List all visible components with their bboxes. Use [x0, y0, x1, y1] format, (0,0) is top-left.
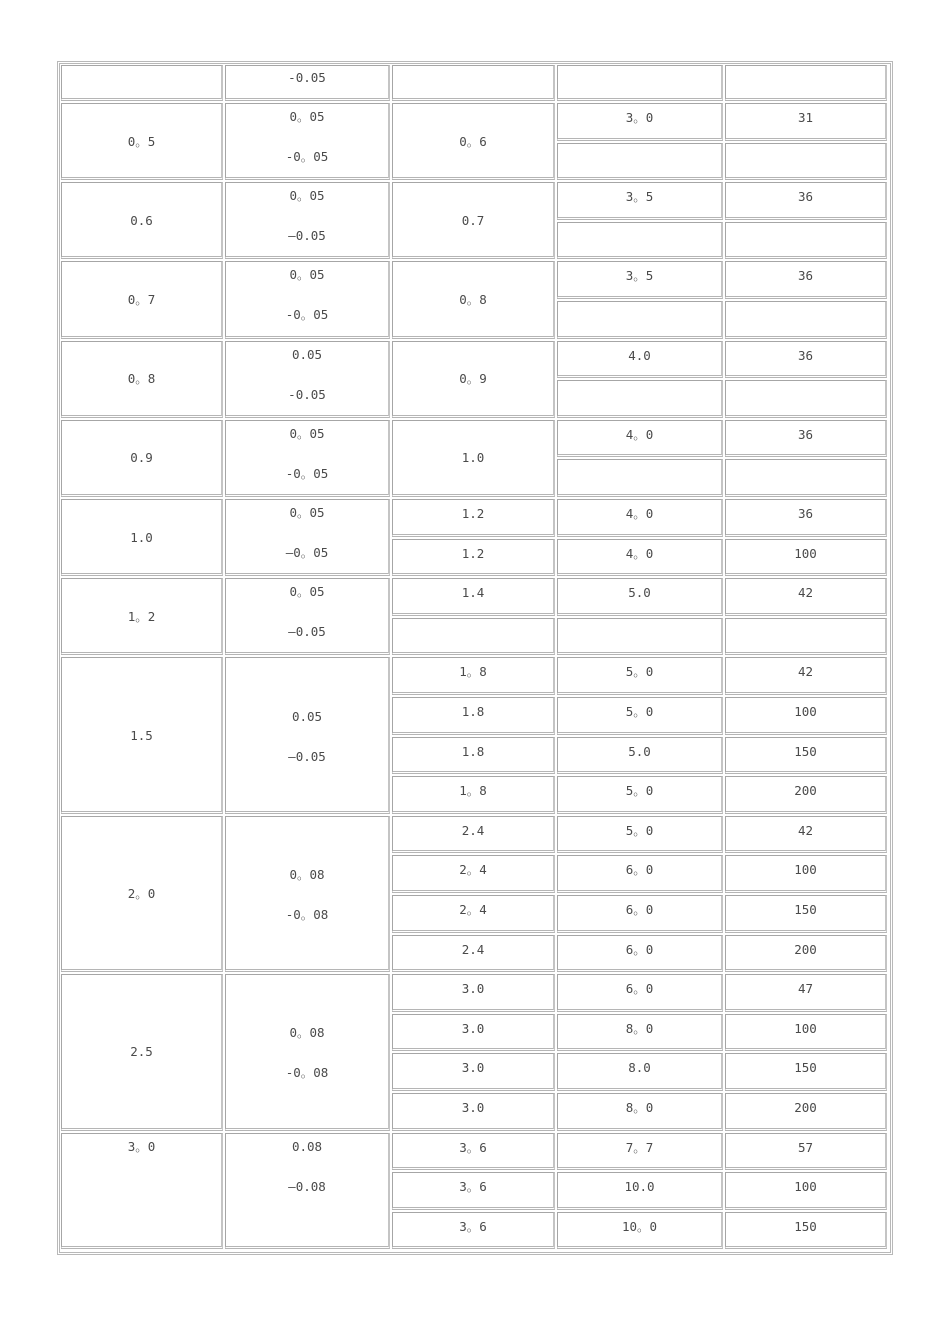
pitch-value: 1。8 [459, 664, 487, 680]
pitch-cell [392, 618, 555, 656]
size-value: 0。5 [127, 133, 156, 149]
length-value: 150 [794, 743, 817, 759]
pitch-value: 3.0 [461, 1100, 485, 1115]
width-value: 5。0 [625, 704, 654, 719]
pitch-cell [392, 103, 555, 180]
pitch-value: 3。6 [459, 1218, 487, 1234]
length-value: 31 [797, 110, 814, 125]
pitch-cell [392, 697, 555, 735]
pitch-value: 3.0 [461, 1060, 485, 1076]
length-value: 200 [794, 783, 817, 799]
length-value: 150 [794, 902, 817, 917]
tolerance-cell [225, 103, 390, 180]
size-cell [61, 1133, 223, 1250]
width-cell [557, 618, 723, 656]
tolerance-cell [225, 261, 390, 338]
width-value: 3。5 [625, 189, 654, 205]
pitch-value: 3.0 [461, 1020, 485, 1036]
width-cell [557, 1172, 723, 1210]
width-cell [557, 380, 723, 418]
length-cell [725, 341, 887, 379]
tolerance-minus: -0.05 [288, 386, 326, 402]
width-value: 4.0 [628, 347, 651, 363]
width-cell [557, 935, 723, 973]
pitch-value: 0。6 [459, 133, 487, 149]
length-value: 42 [797, 822, 814, 838]
tolerance-plus: 0.05 [291, 708, 323, 724]
size-cell [61, 182, 223, 259]
width-value: 8。0 [625, 1020, 654, 1036]
size-cell [61, 578, 223, 655]
pitch-value: 0.7 [461, 212, 485, 228]
pitch-cell [392, 1014, 555, 1052]
pitch-value: 1.8 [461, 743, 485, 759]
tolerance-plus: 0.05 [291, 346, 323, 362]
size-value: 1。2 [127, 608, 156, 624]
size-value: 0.6 [130, 212, 153, 228]
tolerance-plus: 0。05 [289, 505, 325, 520]
length-cell [725, 895, 887, 933]
pitch-value: 0。8 [459, 291, 487, 307]
tolerance-minus: -0。08 [285, 906, 329, 922]
width-value: 3。0 [625, 110, 654, 125]
tolerance-cell [225, 657, 390, 813]
pitch-cell [392, 895, 555, 933]
width-cell [557, 301, 723, 339]
length-cell [725, 459, 887, 497]
length-cell [725, 776, 887, 814]
width-cell [557, 1133, 723, 1171]
pitch-cell [392, 261, 555, 338]
length-value: 100 [794, 862, 817, 878]
length-cell [725, 499, 887, 537]
width-value: 5。0 [625, 822, 654, 838]
tolerance-cell [225, 65, 390, 101]
pitch-value: 1.2 [461, 545, 485, 561]
width-cell [557, 341, 723, 379]
length-value: 36 [797, 426, 814, 442]
tolerance-plus: 0。05 [289, 109, 325, 124]
length-value: 100 [794, 704, 817, 719]
tolerance-plus: 0。05 [289, 425, 325, 441]
length-value: 100 [794, 545, 817, 561]
width-cell [557, 143, 723, 181]
width-cell [557, 855, 723, 893]
length-cell [725, 697, 887, 735]
pitch-cell [392, 499, 555, 537]
pitch-value: 3。6 [459, 1139, 487, 1155]
width-cell [557, 261, 723, 299]
width-value: 10。0 [621, 1218, 658, 1234]
length-value: 36 [797, 189, 814, 205]
tolerance-minus: -0。05 [285, 307, 329, 323]
width-cell [557, 1014, 723, 1052]
width-cell [557, 816, 723, 854]
width-cell [557, 222, 723, 260]
length-cell [725, 222, 887, 260]
pitch-value: 2.4 [461, 941, 485, 957]
tolerance-minus: —0.05 [288, 624, 326, 640]
length-cell [725, 182, 887, 220]
tolerance-plus: 0。05 [289, 188, 325, 204]
pitch-cell [392, 182, 555, 259]
width-value: 5。0 [625, 664, 654, 680]
length-value: 36 [797, 268, 814, 284]
pitch-cell [392, 1053, 555, 1091]
pitch-cell [392, 974, 555, 1012]
length-cell [725, 1053, 887, 1091]
pitch-value: 2。4 [459, 902, 487, 917]
length-cell [725, 420, 887, 458]
length-cell [725, 539, 887, 577]
pitch-cell [392, 816, 555, 854]
size-cell [61, 974, 223, 1130]
length-value: 57 [797, 1139, 814, 1155]
tolerance-value: -0.05 [288, 70, 326, 85]
tolerance-minus: —0.05 [288, 228, 326, 244]
width-cell [557, 459, 723, 497]
length-cell [725, 618, 887, 656]
tolerance-plus: 0.08 [291, 1138, 323, 1154]
width-value: 10.0 [624, 1179, 655, 1195]
size-value: 2。0 [127, 885, 156, 901]
pitch-cell [392, 1133, 555, 1171]
width-cell [557, 420, 723, 458]
size-cell [61, 65, 223, 101]
width-value: 4。0 [625, 545, 654, 561]
width-cell [557, 499, 723, 537]
width-cell [557, 974, 723, 1012]
tolerance-cell [225, 341, 390, 418]
width-cell [557, 657, 723, 695]
pitch-value: 1。8 [459, 783, 487, 799]
pitch-cell [392, 1093, 555, 1131]
size-value: 1.5 [130, 727, 153, 743]
pitch-cell [392, 776, 555, 814]
width-value: 5。0 [625, 783, 654, 799]
tolerance-minus: —0.05 [288, 748, 326, 764]
size-value: 0.9 [130, 450, 153, 466]
tolerance-minus: -0。08 [285, 1065, 329, 1081]
width-value: 5.0 [628, 743, 651, 759]
tolerance-minus: -0。05 [285, 149, 329, 164]
pitch-cell [392, 657, 555, 695]
tolerance-cell [225, 578, 390, 655]
tolerance-plus: 0。08 [289, 866, 325, 882]
size-cell [61, 341, 223, 418]
size-cell [61, 420, 223, 497]
width-cell [557, 776, 723, 814]
pitch-cell [392, 420, 555, 497]
length-cell [725, 657, 887, 695]
length-cell [725, 935, 887, 973]
tolerance-cell [225, 499, 390, 576]
size-value: 0。7 [127, 291, 156, 307]
tolerance-minus: —0.08 [288, 1178, 326, 1194]
width-cell [557, 1093, 723, 1131]
pitch-cell [392, 1212, 555, 1250]
pitch-value: 1.2 [461, 506, 485, 521]
width-cell [557, 697, 723, 735]
tolerance-minus: -0。05 [285, 465, 329, 481]
length-value: 42 [797, 585, 814, 601]
width-value: 6。0 [625, 941, 654, 957]
pitch-value: 2.4 [461, 822, 485, 838]
length-cell [725, 1093, 887, 1131]
tolerance-plus: 0。05 [289, 584, 325, 600]
data-table [57, 61, 893, 1255]
size-value: 1.0 [130, 529, 153, 545]
pitch-value: 1.4 [461, 585, 485, 601]
width-cell [557, 1212, 723, 1250]
tolerance-cell [225, 816, 390, 972]
tolerance-cell [225, 974, 390, 1130]
width-cell [557, 895, 723, 933]
length-value: 100 [794, 1179, 817, 1195]
length-cell [725, 855, 887, 893]
size-cell [61, 261, 223, 338]
width-cell [557, 103, 723, 141]
width-value: 8。0 [625, 1100, 654, 1115]
length-cell [725, 380, 887, 418]
pitch-value: 1.8 [461, 704, 485, 719]
length-value: 150 [794, 1060, 817, 1076]
pitch-value: 1.0 [461, 450, 485, 466]
width-value: 4。0 [625, 426, 654, 442]
width-value: 6。0 [625, 981, 654, 997]
tolerance-cell [225, 182, 390, 259]
width-value: 8.0 [628, 1060, 651, 1076]
pitch-value: 0。9 [459, 371, 487, 387]
pitch-cell [392, 578, 555, 616]
length-cell [725, 1014, 887, 1052]
width-value: 6。0 [625, 902, 654, 917]
pitch-cell [392, 935, 555, 973]
size-value: 3。0 [127, 1138, 156, 1154]
length-cell [725, 974, 887, 1012]
pitch-cell [392, 539, 555, 577]
length-value: 150 [794, 1218, 817, 1234]
width-value: 4。0 [625, 506, 654, 521]
length-value: 36 [797, 506, 814, 521]
length-cell [725, 143, 887, 181]
length-cell [725, 301, 887, 339]
length-cell [725, 816, 887, 854]
length-value: 47 [797, 981, 814, 997]
width-cell [557, 1053, 723, 1091]
width-value: 6。0 [625, 862, 654, 878]
tolerance-minus: —0。05 [285, 545, 329, 560]
width-cell [557, 182, 723, 220]
length-value: 200 [794, 1100, 817, 1115]
width-cell [557, 539, 723, 577]
width-cell [557, 578, 723, 616]
pitch-value: 3。6 [459, 1179, 487, 1195]
length-cell [725, 1172, 887, 1210]
length-cell [725, 1212, 887, 1250]
width-cell [557, 65, 723, 101]
length-value: 42 [797, 664, 814, 680]
pitch-cell [392, 65, 555, 101]
size-cell [61, 103, 223, 180]
pitch-cell [392, 1172, 555, 1210]
length-value: 36 [797, 347, 814, 363]
width-value: 3。5 [625, 268, 654, 284]
pitch-cell [392, 855, 555, 893]
pitch-cell [392, 737, 555, 775]
length-cell [725, 103, 887, 141]
tolerance-cell [225, 1133, 390, 1250]
length-cell [725, 1133, 887, 1171]
length-cell [725, 578, 887, 616]
length-cell [725, 737, 887, 775]
tolerance-plus: 0。08 [289, 1025, 325, 1041]
length-value: 100 [794, 1020, 817, 1036]
pitch-value: 3.0 [461, 981, 485, 997]
size-cell [61, 816, 223, 972]
length-cell [725, 261, 887, 299]
size-cell [61, 657, 223, 813]
length-value: 200 [794, 941, 817, 957]
pitch-cell [392, 341, 555, 418]
pitch-value: 2。4 [459, 862, 487, 878]
size-value: 2.5 [130, 1044, 153, 1060]
tolerance-plus: 0。05 [289, 267, 325, 283]
width-value: 7。7 [625, 1139, 654, 1155]
length-cell [725, 65, 887, 101]
tolerance-cell [225, 420, 390, 497]
width-cell [557, 737, 723, 775]
width-value: 5.0 [628, 585, 651, 601]
size-value: 0。8 [127, 371, 156, 387]
size-cell [61, 499, 223, 576]
